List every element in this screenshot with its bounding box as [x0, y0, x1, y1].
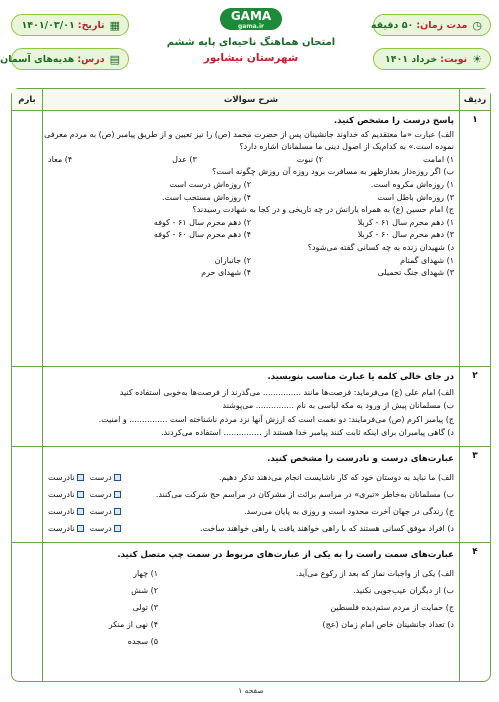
page-number: صفحه ۱ [238, 686, 264, 695]
false-label: نادرست [48, 473, 75, 482]
match-answer: ۵) سجده [127, 637, 158, 646]
question-number: ۳ [472, 451, 478, 461]
true-false-item [48, 486, 454, 503]
fill-blank-item: د) گاهی پیامبران برای اینکه ثابت کنند پیامبر خدا هستند از ............... استفاده می‌کردند. [161, 428, 454, 437]
date-pill [11, 14, 129, 36]
options-row [48, 229, 454, 242]
question-text: د) شهیدان زنده به چه کسانی گفته می‌شود؟ [307, 242, 454, 252]
option: ۳) دهم محرم سال ۶۰ - کربلا [357, 230, 454, 240]
question-title: عبارت‌های درست و نادرست را مشخص کنید. [267, 454, 454, 464]
true-option[interactable] [90, 486, 121, 503]
gama-logo [220, 8, 282, 30]
match-answer: ۱) چهار [133, 569, 158, 578]
header-center [139, 8, 363, 78]
fill-blank-item: ب) مسلمانان پیش از ورود به مکه لباسی به نام ............... می‌پوشند [222, 401, 454, 410]
option: ۲) جانبازان [214, 255, 251, 265]
option: ۱) روزه‌اش مکروه است. [370, 179, 454, 189]
question-row-4 [12, 543, 490, 683]
fill-blank-item: الف) امام علی (ع) می‌فرماید: فرصت‌ها مانند ............... می‌گذرند از فرصت‌ها به‌خوبی استفاده کنید [119, 387, 454, 397]
books-icon: ▤ [109, 52, 120, 66]
question-row-1 [12, 111, 490, 367]
checkbox-icon[interactable] [114, 491, 121, 498]
option: ۲) دهم محرم سال ۶۱ - کوفه [153, 217, 251, 227]
match-answer: ۲) شش [131, 586, 158, 595]
question-title: پاسخ درست را مشخص کنید. [333, 116, 454, 126]
duration-value: ۵۰ دقیقه [370, 19, 414, 31]
false-label: نادرست [48, 490, 75, 499]
sun-icon: ☀ [472, 52, 482, 66]
option: ۳) عدل [172, 154, 197, 164]
matching-left-column [68, 565, 158, 650]
duration-label: مدت زمان: [416, 19, 468, 31]
match-item: ب) از دیگران عیب‌جویی نکنید. [353, 586, 454, 595]
exam-header [0, 8, 491, 78]
question-title: در جای خالی کلمه یا عبارت مناسب بنویسید. [267, 372, 454, 382]
shift-value: خرداد ۱۴۰۱ [384, 53, 438, 65]
table-header [12, 89, 490, 111]
true-label: درست [89, 473, 112, 482]
true-label: درست [89, 524, 112, 533]
subject-label: درس: [77, 53, 105, 65]
question-text: ب) اگر روزه‌دار بعدازظهر به مسافرت برود روزه آن روزش چگونه است؟ [212, 167, 454, 177]
clock-icon: ◷ [472, 18, 482, 32]
option: ۴) معاد [48, 154, 73, 164]
question-body [48, 547, 454, 646]
question-body [48, 371, 454, 440]
false-label: نادرست [48, 507, 75, 516]
question-text: الف) عبارت «ما معتقدیم که خداوند جانشینان پس از حضرت محمد (ص) را نیز تعیین و از طریق پیامبر (ص) به مردم معرفی [44, 129, 454, 139]
options-row [48, 217, 454, 230]
option: ۱) امامت [422, 154, 454, 164]
logo-text: GAMA [230, 9, 272, 23]
subject-value: هدیه‌های آسمان [0, 53, 75, 65]
question-text: ج) امام حسین (ع) به همراه یارانش در چه تاریخی و در کجا به شهادت رسیدند؟ [192, 205, 454, 215]
question-number: ۱ [472, 115, 478, 125]
question-row-3 [12, 447, 490, 543]
subject-pill [0, 48, 129, 70]
option: ۲) نبوت [296, 154, 324, 164]
shift-label: نوبت: [440, 53, 468, 65]
true-option[interactable] [90, 469, 121, 486]
col-barom: بارم [18, 95, 36, 105]
checkbox-icon[interactable] [77, 525, 84, 532]
true-option[interactable] [90, 503, 121, 520]
true-false-options [48, 503, 121, 520]
options-row [48, 192, 454, 205]
checkbox-icon[interactable] [77, 491, 84, 498]
match-item: الف) یکی از واجبات نماز که بعد از رکوع می‌آید. [295, 569, 454, 578]
question-text: نموده است.» به کدام‌یک از اصول دینی ما مسلمانان اشاره دارد؟ [239, 142, 454, 152]
false-label: نادرست [48, 524, 75, 533]
match-item: د) تعداد جانشینان خاص امام زمان (عج) [322, 620, 454, 629]
date-value: ۱۴۰۱/۰۳/۰۱ [21, 19, 75, 31]
statement: الف) ما نباید به دوستان خود که کار ناشایست انجام می‌دهند تذکر دهیم. [218, 473, 454, 482]
true-false-options [48, 486, 121, 503]
option: ۴) دهم محرم سال ۶۰ - کوفه [153, 230, 251, 240]
true-option[interactable] [90, 520, 121, 537]
question-title: عبارت‌های سمت راست را به یکی از عبارت‌های مربوط در سمت چپ متصل کنید. [117, 550, 454, 560]
option: ۳) شهدای جنگ تحمیلی [377, 268, 454, 278]
checkbox-icon[interactable] [114, 508, 121, 515]
option: ۱) شهدای گمنام [400, 255, 454, 265]
fill-blank-item: ج) پیامبر اکرم (ص) می‌فرمایند: دو نعمت است که ارزش آنها نزد مردم ناشناخته است ............... و امنیت. [98, 414, 454, 424]
false-option[interactable] [48, 486, 84, 503]
col-radif: ردیف [463, 95, 487, 105]
logo-sub: gama.ir [238, 23, 264, 30]
questions-table [11, 88, 491, 682]
question-row-2 [12, 367, 490, 447]
options-row [48, 179, 454, 192]
option: ۴) شهدای حرم [201, 268, 251, 278]
checkbox-icon[interactable] [114, 525, 121, 532]
col-sharh: شرح سوالات [223, 95, 279, 105]
true-false-options [48, 469, 121, 486]
duration-pill [370, 14, 491, 36]
question-number: ۲ [472, 371, 478, 381]
matching-right-column [274, 565, 454, 633]
false-option[interactable] [48, 503, 84, 520]
options-row [48, 255, 454, 268]
options-row [48, 154, 454, 167]
checkbox-icon[interactable] [77, 474, 84, 481]
city-title: شهرستان نیشابور [203, 52, 299, 64]
question-body [44, 115, 454, 280]
checkbox-icon[interactable] [77, 508, 84, 515]
match-answer: ۴) نهی از منکر [108, 620, 158, 629]
checkbox-icon[interactable] [114, 474, 121, 481]
true-false-options [48, 520, 121, 537]
false-option[interactable] [48, 520, 84, 537]
statement: ج) زندگی در جهان آخرت محدود است و روزی به پایان می‌رسد. [243, 507, 454, 516]
true-false-item [48, 469, 454, 486]
option: ۲) روزه‌اش درست است [169, 179, 251, 189]
statement: د) افراد موفق کسانی هستند که با راهی خواهند یافت یا راهی خواهند ساخت. [199, 524, 454, 533]
exam-title: امتحان هماهنگ ناحیه‌ای پایه ششم [166, 37, 336, 48]
question-body [48, 451, 454, 537]
shift-pill [373, 48, 491, 70]
date-label: تاریخ: [77, 19, 105, 31]
option: ۱) دهم محرم سال ۶۱ - کربلا [357, 217, 454, 227]
calendar-icon: ▦ [109, 18, 120, 32]
true-false-item [48, 520, 454, 537]
statement: ب) مسلمانان به‌خاطر «تبری» در مراسم برائت از مشرکان در مراسم حج شرکت می‌کنند. [155, 490, 454, 499]
true-label: درست [89, 507, 112, 516]
options-row [48, 267, 454, 280]
true-label: درست [89, 490, 112, 499]
match-answer: ۳) تولی [132, 603, 158, 612]
option: ۳) روزه‌اش باطل است [377, 192, 454, 202]
question-number: ۴ [472, 547, 478, 557]
true-false-item [48, 503, 454, 520]
option: ۴) روزه‌اش مستحب است. [162, 192, 251, 202]
false-option[interactable] [48, 469, 84, 486]
match-item: ج) حمایت از مردم ستم‌دیده فلسطین [330, 603, 454, 612]
